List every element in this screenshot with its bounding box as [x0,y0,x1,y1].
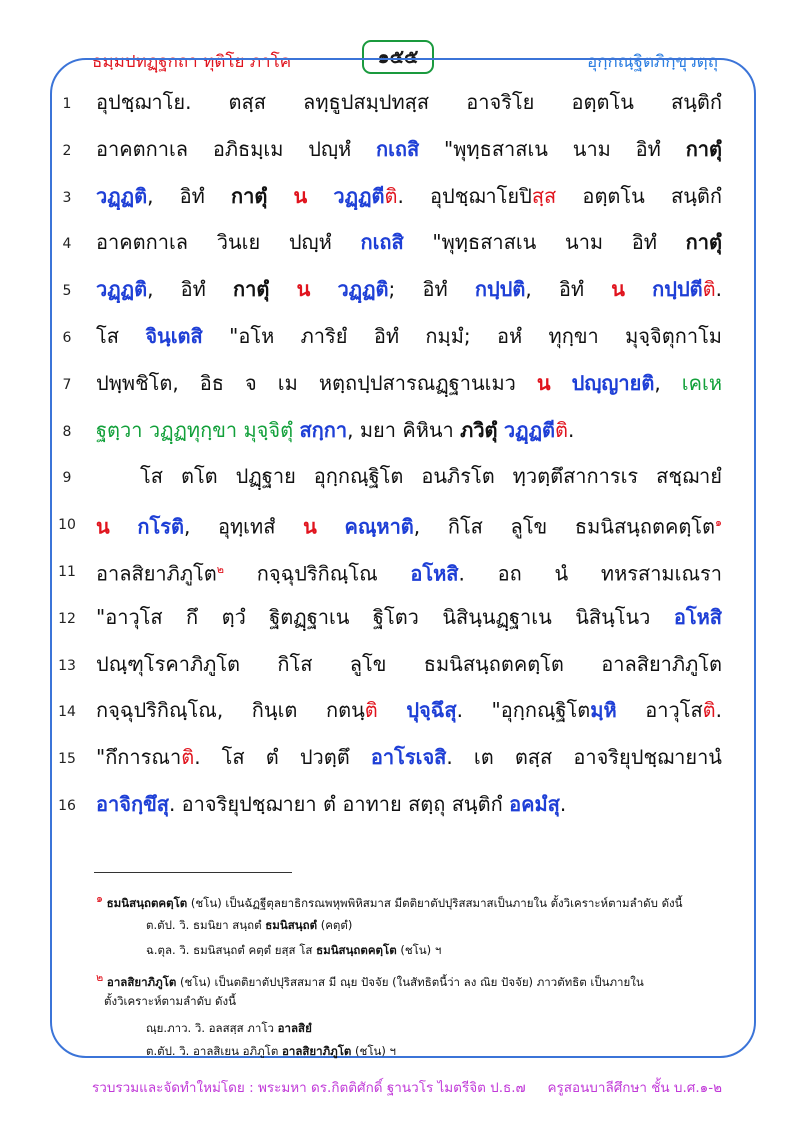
text-line [0,452,800,499]
footnote-2-line-3 [146,1020,312,1038]
line-number: 15 [58,751,76,768]
text-line [0,312,800,359]
line-number: 1 [62,96,72,112]
text-run [307,184,333,208]
footnote-1-line-3-term: ธมนิสนฺถตคตฺโต [316,943,397,957]
text-run [625,277,652,301]
line-number: 7 [62,376,72,393]
highlighted-word: คณฺหาติ [344,514,414,539]
text-run: ปณฺฑุโรคาภิภูโต กิโส ลูโข ธมนิสนฺถตคตฺโต อาลสิยาภิภูโต [96,651,722,676]
highlighted-word: เคเห [681,370,722,395]
footnote-1 [96,889,683,913]
text-line [0,125,800,172]
footnote-2-line-4-pre: ต.ตัป. วิ. อาลสิเยน อภิภูโต [146,1044,282,1058]
highlighted-word: น [96,514,110,539]
text-run: อาคตกาเล วินเย ปญฺหํ [96,230,361,255]
footnote-2-mark: ๒ [96,971,104,984]
highlighted-word: วฏฺฏตี [503,417,555,442]
footnote-1-text: (ชโน) เป็นฉัฏฐีตุลยาธิกรณพหุพพิหิสมาส มีตติยาตัปปุริสสมาสเป็นภายใน ตั้งวิเคราะห์ตามลำดับ ดังนี้ [187,895,683,910]
footnote-2-line-2: ตั้งวิเคราะห์ตามลำดับ ดังนี้ [104,994,236,1008]
line-text [96,556,722,588]
text-line [0,172,800,219]
text-run [551,371,572,395]
text-line [0,780,800,827]
highlighted-word: จินฺเตสิ [145,323,203,348]
footer-compiler: รวบรวมและจัดทำใหม่โดย : พระมหา ดร.กิตติศักดิ์ ฐานวโร ไมตรีจิต ป.ธ.๗ [92,1080,526,1096]
text-run [267,184,293,208]
book-title: ธมฺมปทฏฺฐกถา ทุติโย ภาโค [92,52,292,72]
footnote-1-line-3-post: (ชโน) ฯ [396,943,442,957]
footnote-1-mark: ๑ [96,892,103,905]
highlighted-word: ภวิตุํ [460,417,498,442]
highlighted-word: ติ [702,277,716,302]
text-run: อุปชฺฌาโย. ตสฺส ลทฺธูปสมฺปทสฺส อาจริโย อตฺตโน สนฺติกํ [96,90,722,114]
line-number: 4 [62,236,72,253]
footnote-1-line-2-post: (คตฺตํ) [317,918,353,932]
text-run: . "อุกฺกณฺฐิโต [456,698,591,723]
highlighted-word: อคมํสุ [509,791,560,816]
line-text [96,603,722,631]
text-run [310,277,337,301]
text-run: โส [96,323,146,348]
highlighted-word: ฐตฺวา วฏฺฏทุกฺขา มุจฺจิตุํ [96,417,300,442]
highlighted-word: วฏฺฏติ [96,183,148,208]
line-text [96,743,722,771]
text-line [0,593,800,640]
text-run: อาคตกาเล อภิธมฺเม ปญฺหํ [96,136,376,161]
highlighted-word: กาตุํ [685,136,722,161]
highlighted-word: วฏฺฏติ [96,277,148,302]
line-number: 13 [58,657,76,674]
line-text [96,509,722,541]
text-line [0,359,800,406]
highlighted-word: กปฺปติ [474,277,526,302]
footnote-2-line-4-post: (ชโน) ฯ [351,1044,396,1058]
text-run [269,277,296,301]
footnote-1-line-3-pre: ฉ.ตุล. วิ. ธมนิสนฺถตํ คตฺตํ ยสฺส โส [146,943,317,957]
highlighted-word: น [611,277,625,302]
text-run: กจฺฉุปริกิณฺโณ [224,561,411,586]
text-run: . โส ตํ ปวตฺตึ [194,745,371,770]
text-run: "พุทฺธสาสเน นาม อิทํ [419,136,686,161]
footnote-2-line-3-term: อาลสิยํ [277,1021,312,1035]
highlighted-word: ปุจฺฉึสุ [406,698,457,723]
highlighted-word: น [303,514,317,539]
line-text [96,182,722,210]
highlighted-word: กาตุํ [685,230,722,255]
footnote-divider [94,872,292,873]
highlighted-word: วฏฺฏตี [333,183,385,208]
highlighted-word: ติ [384,183,398,208]
highlighted-word: กเถสิ [360,230,404,255]
footer-position: ครูสอนบาลีศึกษา ชั้น บ.ศ.๑-๒ [547,1080,722,1096]
text-line [0,640,800,687]
highlighted-word: ติ [364,698,378,723]
footnote-1-term: ธมนิสนฺถตคตฺโต [106,895,188,910]
highlighted-word: ติ [554,417,568,442]
verse-body [0,78,800,827]
footnote-1-line-2-term: ธมนิสนฺถตํ [265,918,318,932]
footnote-2 [96,968,644,992]
footnote-2-term: อาลสิยาภิภูโต [106,974,177,989]
text-run: , อิทํ [525,277,612,302]
highlighted-word: กาตุํ [233,277,270,302]
line-number: 12 [58,610,76,627]
line-text [96,135,722,163]
text-line [0,78,800,125]
text-run: "อโห ภาริยํ อิทํ กมฺมํ; อหํ ทุกฺขา มุจฺจิตุกาโม [202,323,722,348]
text-line [0,733,800,780]
highlighted-word: มฺหิ [590,698,617,723]
line-text [96,322,722,350]
footnote-1-line-2 [146,917,352,935]
text-run: "อาวุโส กึ ตฺวํ ฐิตฏฺฐาเน ฐิโตว นิสินฺนฏฺฐาเน นิสินฺโนว [96,604,674,629]
footnote-2-line-4 [146,1043,396,1061]
line-number: 5 [62,283,72,300]
text-run: . [715,698,722,723]
line-text [96,696,722,724]
highlighted-word: น [536,370,551,395]
text-line [0,686,800,733]
line-number: 6 [62,329,72,346]
text-run: กจฺฉุปริกิณฺโณ, กินฺเต กตนฺ [96,698,365,723]
text-run: อตฺตโน สนฺติกํ [556,183,722,208]
highlighted-word: วฏฺฏติ [337,277,389,302]
highlighted-word: กเถสิ [375,136,420,161]
footnote-2-line-3-pre: ณฺย.ภาว. วิ. อลสสฺส ภาโว [146,1021,278,1035]
footnote-1-line-2-pre: ต.ตัป. วิ. ธมนิยา สนฺถตํ [146,918,266,932]
text-run: "กึการณา [96,745,182,770]
line-text [96,275,722,303]
line-text [96,790,722,818]
text-line [0,406,800,453]
highlighted-word: สกฺกา [299,417,348,442]
line-text [140,462,722,490]
highlighted-word: กโรติ [137,514,184,539]
text-run: , อิทํ [147,183,232,208]
text-run: , อุทฺเทสํ [183,514,304,539]
line-text [96,416,722,444]
highlighted-word: น [296,277,311,302]
highlighted-word: กาตุํ [231,183,268,208]
text-run: . เต ตสฺส อาจริยุปชฺฌายานํ [446,745,722,770]
line-number: 11 [58,563,76,580]
text-line [0,218,800,265]
highlighted-word: กปฺปตี [652,277,703,302]
text-run: อาวุโส [616,698,703,723]
text-run: . [559,791,567,816]
text-line [0,546,800,593]
text-run: . อุปชฺฌาโยปิ [397,183,532,208]
text-run: . [567,417,575,442]
line-number: 9 [62,470,72,487]
text-line [0,499,800,546]
text-run: . อาจริยุปชฺฌายา ตํ อาทาย สตฺถุ สนฺติกํ [168,791,510,816]
line-text [96,228,722,256]
highlighted-word: น [293,183,308,208]
text-run: "พุทฺธสาสเน นาม อิทํ [403,230,686,255]
text-run [317,515,345,539]
line-number: 3 [62,189,72,206]
highlighted-word: ติ [181,745,195,770]
text-run [378,698,407,722]
line-number: 16 [58,797,76,814]
line-text [96,369,722,397]
line-number: 14 [58,704,76,721]
text-run: ปพฺพชิโต, อิธ จ เม หตฺถปฺปสารณฏฺฐานเมว [96,370,537,395]
text-run: โส ตโต ปฏฺฐาย อุกฺกณฺฐิโต อนภิรโต ทฺวตฺตึสาการเร สชฺฌายํ [140,464,722,489]
footnote-ref: ๒ [216,562,225,576]
text-run: . อถ นํ ทหรสามเณรา [458,561,722,586]
highlighted-word: อโหสิ [673,604,722,629]
line-number: 10 [58,517,76,534]
line-text [96,88,722,116]
highlighted-word: อาจิกฺขึสุ [96,791,169,816]
highlighted-word: ปญฺญายติ [571,370,655,395]
highlighted-word: อโหสิ [410,561,459,586]
text-run: . [715,277,722,302]
text-run: , [654,370,682,395]
footnote-2-text: (ชโน) เป็นตติยาตัปปุริสสมาส มี ณฺย ปัจจัย (ในสัทธิตนี้ว่า ลง ณิย ปัจจัย) ภาวตัทธิต เป็นภายใน [176,974,644,989]
text-run: อาลสิยาภิภูโต [96,561,217,586]
text-line [0,265,800,312]
line-text [96,650,722,678]
text-run: , อิทํ [147,277,234,302]
text-run: , กิโส ลูโข ธมนิสนฺถตคตฺโต [413,514,716,539]
line-number: 2 [62,142,72,159]
footnote-1-line-3 [146,942,441,960]
text-run: ; อิทํ [388,277,475,302]
page-number-badge: ๑๕๕ [362,40,434,74]
footnote-2-line-4-term: อาลสิยาภิภูโต [281,1044,352,1058]
line-number: 8 [62,423,72,440]
highlighted-word: ติ [702,698,716,723]
highlighted-word: อาโรเจสิ [370,745,447,770]
footnote-ref: ๑ [715,516,722,530]
story-title: อุกฺกณฺฐิตภิกฺขุวตฺถุ [587,52,718,72]
highlighted-word: สฺส [531,183,557,208]
text-run: , มยา คิหินา [347,417,461,442]
text-run [110,515,138,539]
